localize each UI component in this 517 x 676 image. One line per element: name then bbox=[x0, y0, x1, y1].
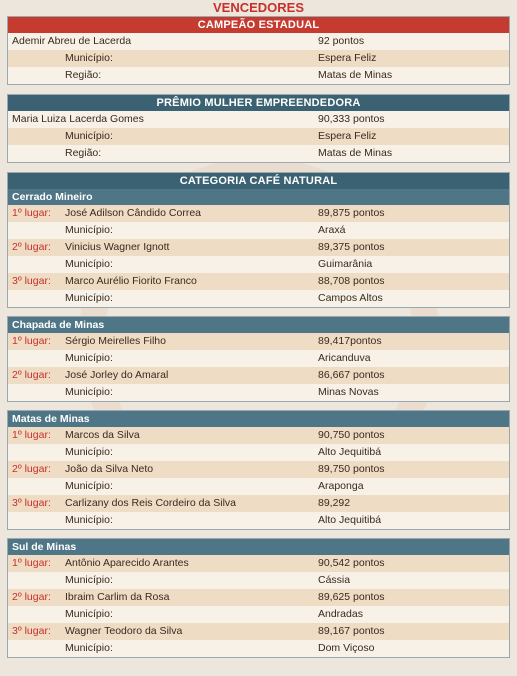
municipio-value: Araxá bbox=[318, 224, 346, 236]
municipio-label: Município: bbox=[65, 52, 113, 64]
municipio-label: Município: bbox=[65, 574, 113, 586]
region-header: Matas de Minas bbox=[8, 411, 509, 427]
winner-row bbox=[8, 333, 509, 350]
winner-score: 89,875 pontos bbox=[318, 207, 385, 219]
municipio-label: Município: bbox=[65, 514, 113, 526]
municipio-row bbox=[8, 222, 509, 239]
place-label: 1º lugar: bbox=[12, 429, 51, 441]
municipio-label: Município: bbox=[65, 386, 113, 398]
winner-score: 90,333 pontos bbox=[318, 113, 385, 125]
place-label: 3º lugar: bbox=[12, 625, 51, 637]
page-title: VENCEDORES bbox=[212, 0, 305, 15]
winner-name: José Jorley do Amaral bbox=[65, 369, 169, 381]
winner-score: 90,750 pontos bbox=[318, 429, 385, 441]
winner-name: Carlizany dos Reis Cordeiro da Silva bbox=[65, 497, 236, 509]
region-header: Sul de Minas bbox=[8, 539, 509, 555]
municipio-row bbox=[8, 290, 509, 307]
region-header: Chapada de Minas bbox=[8, 317, 509, 333]
municipio-row bbox=[8, 606, 509, 623]
winner-row bbox=[8, 495, 509, 512]
winner-score: 86,667 pontos bbox=[318, 369, 385, 381]
section-campeao-estadual bbox=[7, 16, 510, 85]
winner-name: Vinicius Wagner Ignott bbox=[65, 241, 170, 253]
section-header: CATEGORIA CAFÉ NATURAL bbox=[8, 173, 509, 189]
municipio-row bbox=[8, 128, 509, 145]
winner-name: Sérgio Meirelles Filho bbox=[65, 335, 166, 347]
winner-row bbox=[8, 239, 509, 256]
winner-name: José Adilson Cândido Correa bbox=[65, 207, 201, 219]
section-categoria-cafe-natural bbox=[7, 172, 510, 308]
municipio-label: Município: bbox=[65, 224, 113, 236]
winner-name: João da Silva Neto bbox=[65, 463, 154, 475]
winner-score: 89,292 bbox=[318, 497, 351, 509]
municipio-value: Dom Viçoso bbox=[318, 642, 375, 654]
region-header: Cerrado Mineiro bbox=[8, 189, 509, 205]
winner-score: 89,750 pontos bbox=[318, 463, 385, 475]
winner-name: Marco Aurélio Fiorito Franco bbox=[65, 275, 197, 287]
winner-score: 89,375 pontos bbox=[318, 241, 385, 253]
place-label: 1º lugar: bbox=[12, 335, 51, 347]
winner-row bbox=[8, 623, 509, 640]
regiao-row bbox=[8, 145, 509, 162]
municipio-row bbox=[8, 572, 509, 589]
winner-name: Marcos da Silva bbox=[65, 429, 140, 441]
municipio-value: Espera Feliz bbox=[318, 52, 377, 64]
municipio-row bbox=[8, 478, 509, 495]
municipio-value: Espera Feliz bbox=[318, 130, 377, 142]
winner-name: Ibraim Carlim da Rosa bbox=[65, 591, 170, 603]
regiao-row bbox=[8, 67, 509, 84]
municipio-value: Aricanduva bbox=[318, 352, 371, 364]
municipio-label: Município: bbox=[65, 446, 113, 458]
winner-row bbox=[8, 205, 509, 222]
place-label: 2º lugar: bbox=[12, 463, 51, 475]
municipio-label: Município: bbox=[65, 480, 113, 492]
municipio-label: Município: bbox=[65, 642, 113, 654]
winner-row bbox=[8, 461, 509, 478]
winner-score: 92 pontos bbox=[318, 35, 365, 47]
municipio-value: Alto Jequitibá bbox=[318, 514, 382, 526]
place-label: 1º lugar: bbox=[12, 557, 51, 569]
winner-row bbox=[8, 111, 509, 128]
winner-score: 89,625 pontos bbox=[318, 591, 385, 603]
municipio-row bbox=[8, 50, 509, 67]
winner-score: 89,417pontos bbox=[318, 335, 382, 347]
municipio-label: Município: bbox=[65, 130, 113, 142]
winner-row bbox=[8, 273, 509, 290]
winner-name: Antônio Aparecido Arantes bbox=[65, 557, 189, 569]
municipio-value: Campos Altos bbox=[318, 292, 383, 304]
municipio-row bbox=[8, 640, 509, 657]
municipio-value: Minas Novas bbox=[318, 386, 379, 398]
municipio-label: Município: bbox=[65, 292, 113, 304]
municipio-label: Município: bbox=[65, 608, 113, 620]
section-header: PRÊMIO MULHER EMPREENDEDORA bbox=[8, 95, 509, 111]
municipio-row bbox=[8, 384, 509, 401]
place-label: 3º lugar: bbox=[12, 275, 51, 287]
municipio-value: Alto Jequitibá bbox=[318, 446, 382, 458]
municipio-value: Cássia bbox=[318, 574, 351, 586]
regiao-label: Região: bbox=[65, 69, 102, 81]
winner-row bbox=[8, 555, 509, 572]
winner-score: 89,167 pontos bbox=[318, 625, 385, 637]
section-region-matas-de-minas bbox=[7, 410, 510, 530]
regiao-value: Matas de Minas bbox=[318, 147, 393, 159]
regiao-label: Região: bbox=[65, 147, 102, 159]
municipio-label: Município: bbox=[65, 352, 113, 364]
winner-name: Wagner Teodoro da Silva bbox=[65, 625, 183, 637]
winner-name: Ademir Abreu de Lacerda bbox=[12, 35, 132, 47]
municipio-value: Andradas bbox=[318, 608, 363, 620]
place-label: 2º lugar: bbox=[12, 591, 51, 603]
winner-row bbox=[8, 589, 509, 606]
winner-row bbox=[8, 367, 509, 384]
winner-row bbox=[8, 427, 509, 444]
place-label: 2º lugar: bbox=[12, 241, 51, 253]
winner-score: 90,542 pontos bbox=[318, 557, 385, 569]
municipio-row bbox=[8, 444, 509, 461]
section-region-chapada-de-minas bbox=[7, 316, 510, 402]
section-header: CAMPEÃO ESTADUAL bbox=[8, 17, 509, 33]
place-label: 3º lugar: bbox=[12, 497, 51, 509]
municipio-row bbox=[8, 512, 509, 529]
place-label: 2º lugar: bbox=[12, 369, 51, 381]
municipio-value: Guimarânia bbox=[318, 258, 373, 270]
regiao-value: Matas de Minas bbox=[318, 69, 393, 81]
section-mulher-empreendedora bbox=[7, 94, 510, 163]
section-region-sul-de-minas bbox=[7, 538, 510, 658]
winner-row bbox=[8, 33, 509, 50]
municipio-row bbox=[8, 350, 509, 367]
municipio-row bbox=[8, 256, 509, 273]
winner-score: 88,708 pontos bbox=[318, 275, 385, 287]
place-label: 1º lugar: bbox=[12, 207, 51, 219]
municipio-value: Araponga bbox=[318, 480, 364, 492]
winner-name: Maria Luiza Lacerda Gomes bbox=[12, 113, 144, 125]
municipio-label: Município: bbox=[65, 258, 113, 270]
